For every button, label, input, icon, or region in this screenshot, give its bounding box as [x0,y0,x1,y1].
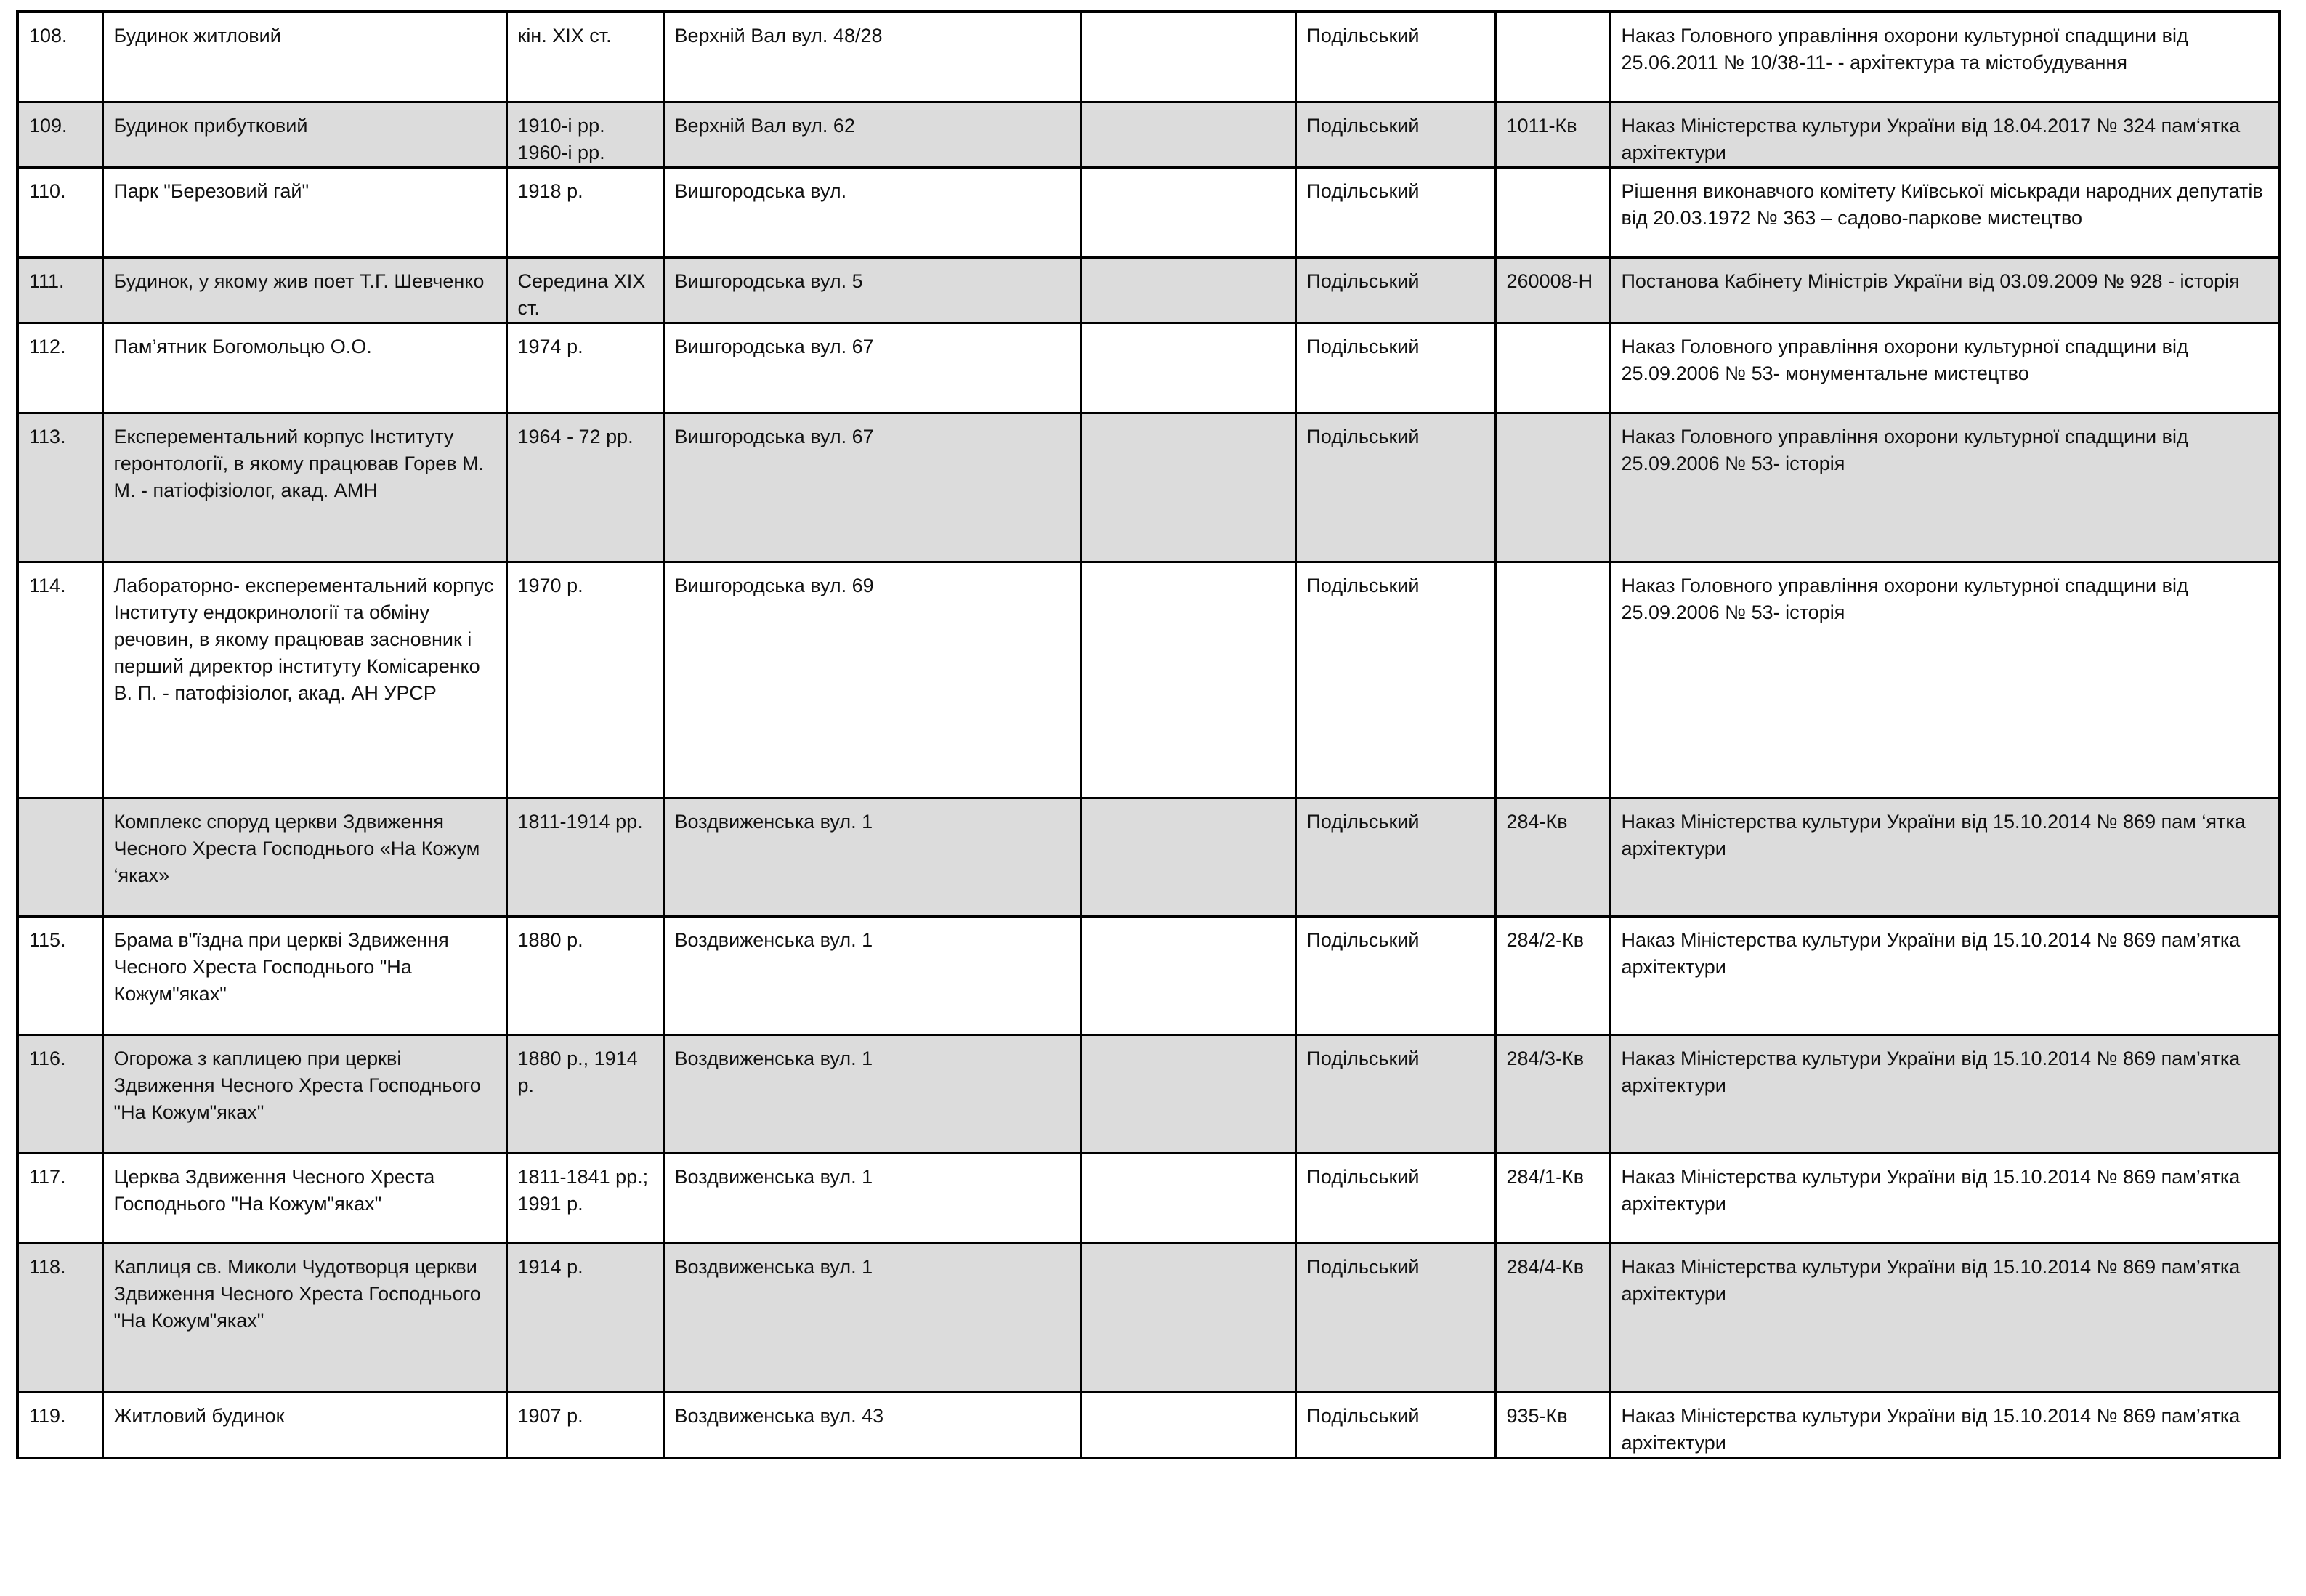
empty-cell [1080,102,1295,167]
object-district: Подільський [1295,257,1495,323]
object-date: 1914 р. [506,1243,663,1392]
protection-document: Наказ Головного управління охорони культурної спадщини від 25.09.2006 № 53- історія [1610,562,2279,798]
protection-document: Постанова Кабінету Міністрів України від 03.09.2009 № 928 - історія [1610,257,2279,323]
protection-document: Наказ Міністерства культури України від 15.10.2014 № 869 пам’ятка архітектури [1610,1392,2279,1458]
table-row [17,562,2279,798]
object-district: Подільський [1295,916,1495,1034]
object-date: 1964 - 72 рр. [506,413,663,562]
object-date: 1811-1841 рр.; 1991 р. [506,1153,663,1243]
protection-document: Рішення виконавчого комітету Київської міськради народних депутатів від 20.03.1972 № 363 – садово-паркове мистецтво [1610,167,2279,257]
object-name: Брама в"їздна при церкві Здвиження Чесного Хреста Господнього "На Кожум"яках" [102,916,506,1034]
protection-document: Наказ Головного управління охорони культурної спадщини від 25.09.2006 № 53- монументальне мистецтво [1610,323,2279,413]
table-row [17,1243,2279,1392]
object-name: Пам’ятник Богомольцю О.О. [102,323,506,413]
object-district: Подільський [1295,798,1495,916]
object-address: Воздвиженська вул. 43 [663,1392,1080,1458]
object-date: кін. ХІХ ст. [506,12,663,102]
object-name: Житловий будинок [102,1392,506,1458]
object-address: Воздвиженська вул. 1 [663,798,1080,916]
object-name: Будинок, у якому жив поет Т.Г. Шевченко [102,257,506,323]
table-row [17,102,2279,167]
table-row [17,323,2279,413]
protection-document: Наказ Міністерства культури України від 18.04.2017 № 324 пам‘ятка архітектури [1610,102,2279,167]
empty-cell [1080,257,1295,323]
registry-number [1495,167,1610,257]
object-name: Будинок прибутковий [102,102,506,167]
registry-number [1495,413,1610,562]
object-district: Подільський [1295,1153,1495,1243]
object-date: 1811-1914 рр. [506,798,663,916]
object-date: 1910-і рр. 1960-і рр. [506,102,663,167]
row-number: 116. [17,1034,102,1153]
row-number: 114. [17,562,102,798]
row-number: 119. [17,1392,102,1458]
row-number: 108. [17,12,102,102]
table-row [17,1153,2279,1243]
object-address: Воздвиженська вул. 1 [663,916,1080,1034]
empty-cell [1080,1392,1295,1458]
object-address: Вишгородська вул. [663,167,1080,257]
object-district: Подільський [1295,413,1495,562]
empty-cell [1080,798,1295,916]
registry-number [1495,12,1610,102]
object-name: Каплиця св. Миколи Чудотворця церкви Здвиження Чесного Хреста Господнього "На Кожум"яках" [102,1243,506,1392]
object-district: Подільський [1295,167,1495,257]
object-address: Верхній Вал вул. 48/28 [663,12,1080,102]
registry-number: 284/3-Кв [1495,1034,1610,1153]
object-district: Подільський [1295,12,1495,102]
row-number: 118. [17,1243,102,1392]
object-address: Верхній Вал вул. 62 [663,102,1080,167]
object-district: Подільський [1295,323,1495,413]
empty-cell [1080,323,1295,413]
object-name: Будинок житловий [102,12,506,102]
empty-cell [1080,167,1295,257]
table-row [17,916,2279,1034]
protection-document: Наказ Міністерства культури України від 15.10.2014 № 869 пам’ятка архітектури [1610,1153,2279,1243]
row-number: 109. [17,102,102,167]
registry-number: 284/4-Кв [1495,1243,1610,1392]
object-district: Подільський [1295,102,1495,167]
object-address: Воздвиженська вул. 1 [663,1153,1080,1243]
object-date: 1970 р. [506,562,663,798]
registry-number: 935-Кв [1495,1392,1610,1458]
object-name: Церква Здвиження Чесного Хреста Господнього "На Кожум"яках" [102,1153,506,1243]
registry-number: 284-Кв [1495,798,1610,916]
object-district: Подільський [1295,1392,1495,1458]
heritage-register-table [16,10,2281,1459]
object-district: Подільський [1295,562,1495,798]
protection-document: Наказ Міністерства культури України від 15.10.2014 № 869 пам’ятка архітектури [1610,1243,2279,1392]
table-row [17,12,2279,102]
object-address: Вишгородська вул. 67 [663,323,1080,413]
empty-cell [1080,916,1295,1034]
object-name: Лабораторно- експерементальний корпус Інституту ендокринології та обміну речовин, в якому працював засновник і перший директор інституту Комісаренко В. П. - патофізіолог, акад. АН УРСР [102,562,506,798]
registry-number [1495,562,1610,798]
object-address: Воздвиженська вул. 1 [663,1034,1080,1153]
object-date: 1880 р., 1914 р. [506,1034,663,1153]
empty-cell [1080,1243,1295,1392]
row-number: 113. [17,413,102,562]
empty-cell [1080,12,1295,102]
registry-number: 1011-Кв [1495,102,1610,167]
row-number: 115. [17,916,102,1034]
object-name: Комплекс споруд церкви Здвиження Чесного Хреста Господнього «На Кожум ‘яках» [102,798,506,916]
table-row [17,1392,2279,1458]
protection-document: Наказ Міністерства культури України від 15.10.2014 № 869 пам’ятка архітектури [1610,916,2279,1034]
protection-document: Наказ Головного управління охорони культурної спадщини від 25.06.2011 № 10/38-11- - архітектура та містобудування [1610,12,2279,102]
object-district: Подільський [1295,1034,1495,1153]
registry-number [1495,323,1610,413]
object-date: 1918 р. [506,167,663,257]
table-row [17,413,2279,562]
row-number: 112. [17,323,102,413]
object-date: 1880 р. [506,916,663,1034]
row-number: 110. [17,167,102,257]
object-address: Вишгородська вул. 67 [663,413,1080,562]
registry-number: 284/2-Кв [1495,916,1610,1034]
empty-cell [1080,1153,1295,1243]
object-address: Вишгородська вул. 69 [663,562,1080,798]
object-name: Експерементальний корпус Інституту геронтології, в якому працював Горев М. М. - патіофізіолог, акад. АМН [102,413,506,562]
object-address: Вишгородська вул. 5 [663,257,1080,323]
protection-document: Наказ Головного управління охорони культурної спадщини від 25.09.2006 № 53- історія [1610,413,2279,562]
protection-document: Наказ Міністерства культури України від 15.10.2014 № 869 пам ‘ятка архітектури [1610,798,2279,916]
object-date: 1974 р. [506,323,663,413]
table-row [17,1034,2279,1153]
table-row [17,167,2279,257]
empty-cell [1080,413,1295,562]
table-row [17,257,2279,323]
table-body [17,12,2279,1458]
table-row [17,798,2279,916]
empty-cell [1080,562,1295,798]
object-date: 1907 р. [506,1392,663,1458]
object-district: Подільський [1295,1243,1495,1392]
row-number: 117. [17,1153,102,1243]
object-date: Середина ХІХ ст. [506,257,663,323]
registry-number: 260008-Н [1495,257,1610,323]
object-name: Парк "Березовий гай" [102,167,506,257]
object-name: Огорожа з каплицею при церкві Здвиження Чесного Хреста Господнього "На Кожум"яках" [102,1034,506,1153]
protection-document: Наказ Міністерства культури України від 15.10.2014 № 869 пам’ятка архітектури [1610,1034,2279,1153]
empty-cell [1080,1034,1295,1153]
object-address: Воздвиженська вул. 1 [663,1243,1080,1392]
registry-number: 284/1-Кв [1495,1153,1610,1243]
row-number: 111. [17,257,102,323]
row-number [17,798,102,916]
